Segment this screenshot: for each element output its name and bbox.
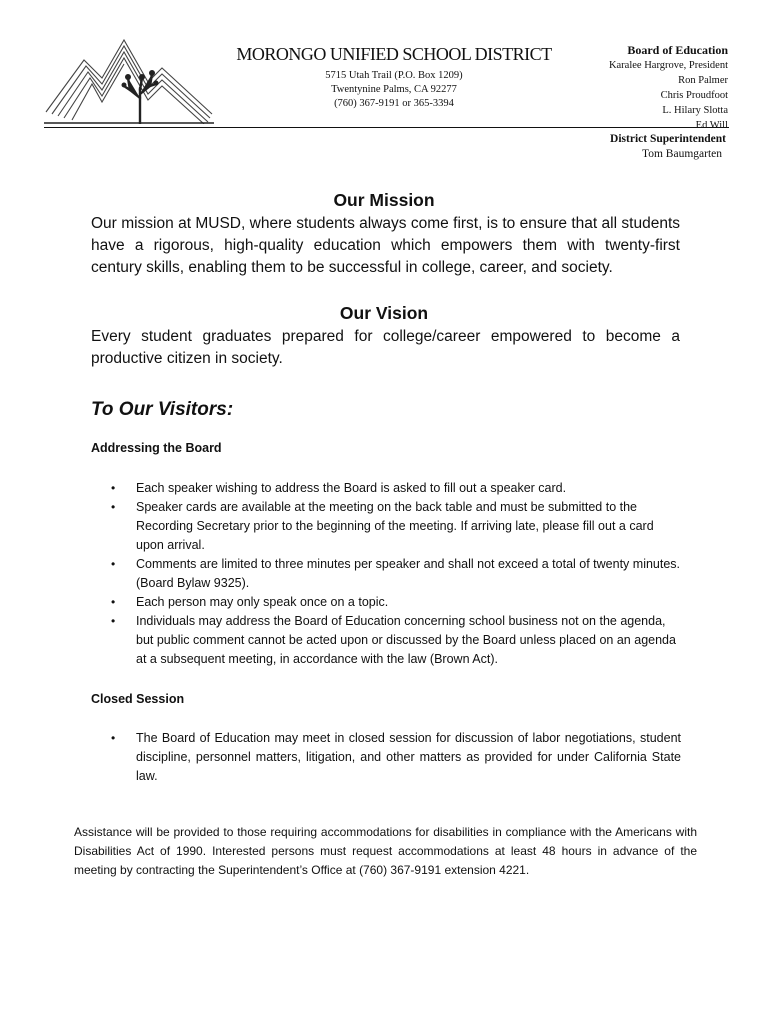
board-of-education — [609, 43, 728, 133]
address-line-city: Twentynine Palms, CA 92277 — [331, 84, 457, 95]
board-member: L. Hilary Slotta — [662, 105, 728, 116]
list-item-text: Comments are limited to three minutes per speaker and shall not exceed a total of twenty minutes. (Board Bylaw 9325). — [136, 557, 681, 590]
board-title: Board of Education — [627, 43, 728, 57]
address-line-phone: (760) 367-9191 or 365-3394 — [334, 98, 454, 109]
list-item-text: Individuals may address the Board of Education concerning school business not on the agenda, but public comment cannot be acted upon or discussed by the Board unless placed on an agenda at a subsequent meeting, in accordance with the law (Brown Act). — [136, 614, 676, 666]
address-line-street: 5715 Utah Trail (P.O. Box 1209) — [325, 70, 463, 81]
bullet-icon: • — [111, 500, 116, 514]
bullet-icon: • — [111, 481, 116, 495]
closed-session-list — [111, 729, 681, 786]
list-item — [111, 612, 681, 669]
district-name: MORONGO UNIFIED SCHOOL DISTRICT — [236, 44, 552, 64]
list-item-text: The Board of Education may meet in closed session for discussion of labor negotiations, student discipline, personnel matters, litigation, and other matters as provided for under California State law. — [136, 731, 681, 783]
list-item — [111, 479, 681, 498]
list-item — [111, 555, 681, 593]
vision-text: Every student graduates prepared for college/career empowered to become a productive citizen in society. — [91, 328, 680, 367]
superintendent-name: Tom Baumgarten — [642, 148, 722, 160]
superintendent-title: District Superintendent — [610, 133, 726, 145]
bullet-icon: • — [111, 595, 116, 609]
addressing-board-heading: Addressing the Board — [91, 441, 222, 455]
list-item — [111, 729, 681, 786]
district-logo — [44, 32, 214, 124]
list-item-text: Speaker cards are available at the meeting on the back table and must be submitted to the Recording Secretary prior to the beginning of the meeting. If arriving late, please fill out a card upon arrival. — [136, 500, 654, 552]
board-member: Chris Proudfoot — [660, 90, 728, 101]
mission-text: Our mission at MUSD, where students always come first, is to ensure that all students have a rigorous, high-quality education which empowers them with twenty-first century skills, enabling them to be successful in college, career, and society. — [91, 215, 680, 276]
superintendent-block — [610, 132, 726, 162]
header-divider — [44, 127, 729, 128]
board-member: Karalee Hargrove, President — [608, 60, 728, 71]
bullet-icon: • — [111, 731, 116, 745]
bullet-icon: • — [111, 614, 116, 628]
list-item-text: Each person may only speak once on a topic. — [136, 595, 389, 609]
visitors-heading: To Our Visitors: — [91, 399, 234, 420]
board-member: Ed Will — [695, 120, 728, 131]
list-item — [111, 593, 681, 612]
mission-heading: Our Mission — [333, 190, 435, 210]
closed-session-heading: Closed Session — [91, 692, 185, 706]
list-item-text: Each speaker wishing to address the Board is asked to fill out a speaker card. — [136, 481, 567, 495]
bullet-icon: • — [111, 557, 116, 571]
list-item — [111, 498, 681, 555]
board-member: Ron Palmer — [678, 75, 728, 86]
district-address — [235, 69, 553, 111]
addressing-board-list — [111, 479, 681, 669]
vision-heading: Our Vision — [339, 303, 429, 323]
accessibility-notice: Assistance will be provided to those requiring accommodations for disabilities in compliance with the Americans with Disabilities Act of 1990. Interested persons must request accommodations at least 48 hours in advance of the meeting by contracting the Superintendent’s Office at (760) 367-9191 extension 4221. — [74, 825, 697, 877]
